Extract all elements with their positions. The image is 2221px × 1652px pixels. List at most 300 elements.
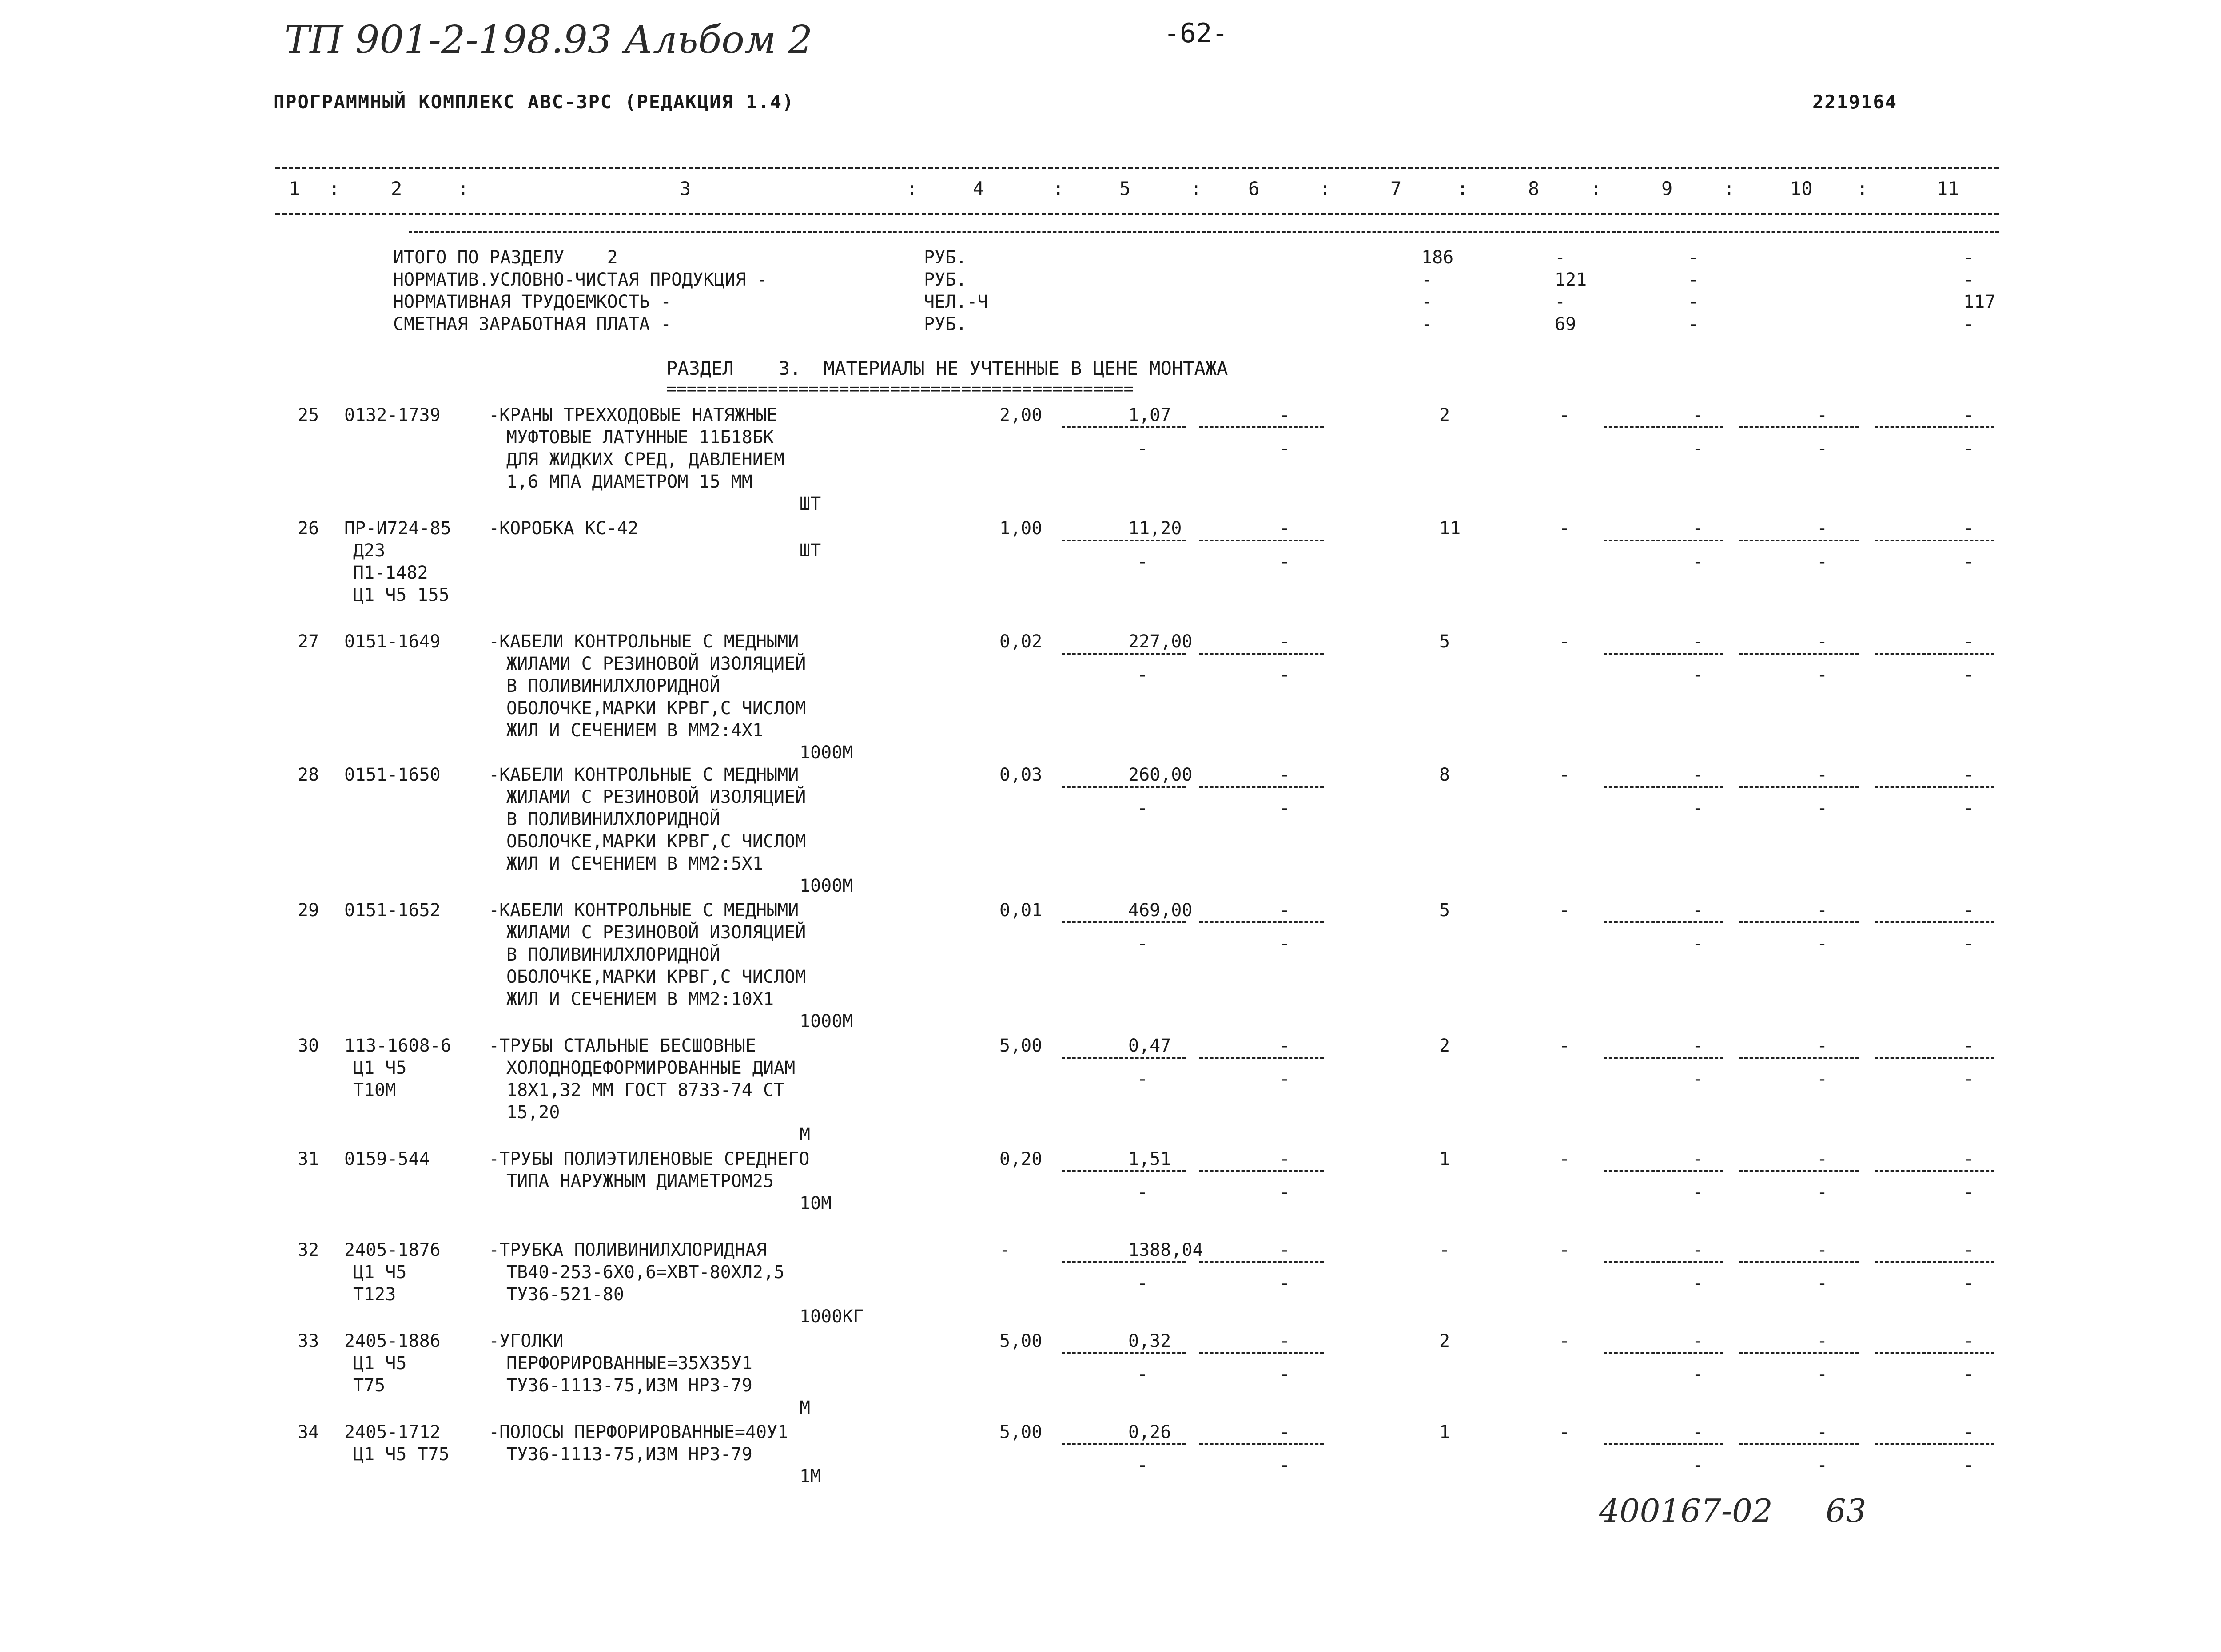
material-description: -УГОЛКИ (489, 1331, 564, 1351)
quantity-col4: 5,00 (999, 1331, 1043, 1351)
column-separator: : (1590, 178, 1602, 199)
column-separator: : (1457, 178, 1469, 199)
row-number: 28 (298, 765, 319, 785)
value-underline (1875, 1261, 1994, 1263)
unit-price-col5: 0,47 (1128, 1036, 1171, 1056)
secondary-dash: - (1279, 1273, 1290, 1294)
column-number-11: 11 (1937, 178, 1959, 199)
summary-label: НОРМАТИВ.УСЛОВНО-ЧИСТАЯ ПРОДУКЦИЯ - (393, 270, 768, 290)
col11-value: - (1963, 765, 1974, 785)
column-number-5: 5 (1119, 178, 1131, 199)
material-description: 1,6 МПА ДИАМЕТРОМ 15 ММ (506, 472, 752, 492)
col10-value: - (1817, 1331, 1828, 1351)
value-underline (1739, 653, 1859, 655)
unit-price-col5: 1,51 (1128, 1149, 1171, 1169)
column-separator: : (1190, 178, 1202, 199)
material-description: МУФТОВЫЕ ЛАТУННЫЕ 11Б18БК (506, 427, 774, 448)
secondary-dash: - (1692, 1182, 1704, 1203)
col8-value: - (1559, 518, 1570, 539)
col6-value: - (1279, 405, 1290, 425)
value-underline (1062, 540, 1186, 541)
secondary-dash: - (1817, 1182, 1828, 1203)
value-underline (1062, 1261, 1186, 1263)
value-underline (1199, 1352, 1324, 1354)
summary-col7: - (1421, 270, 1433, 290)
section-title-underline: ============================================== (666, 379, 1134, 398)
material-description: ЖИЛ И СЕЧЕНИЕМ В ММ2:10Х1 (506, 989, 774, 1009)
value-underline (1199, 653, 1324, 655)
resource-code: Т10М (353, 1080, 396, 1100)
secondary-dash: - (1279, 552, 1290, 572)
material-unit: ШТ (800, 540, 821, 561)
secondary-dash: - (1692, 1455, 1704, 1476)
material-unit: 10М (800, 1193, 832, 1214)
row-number: 27 (298, 631, 319, 652)
unit-price-col5: 0,32 (1128, 1331, 1171, 1351)
secondary-dash: - (1279, 438, 1290, 459)
column-number-3: 3 (680, 178, 691, 199)
secondary-dash: - (1279, 1069, 1290, 1089)
resource-code: 2405-1712 (344, 1422, 441, 1442)
material-unit: М (800, 1398, 811, 1418)
col8-value: - (1559, 1331, 1570, 1351)
secondary-dash: - (1963, 438, 1974, 459)
col10-value: - (1817, 1149, 1828, 1169)
column-separator: : (1319, 178, 1331, 199)
col9-value: - (1692, 518, 1704, 539)
col6-value: - (1279, 1036, 1290, 1056)
value-underline (1062, 786, 1186, 788)
resource-code: 0132-1739 (344, 405, 441, 425)
value-underline (1604, 653, 1723, 655)
row-number: 33 (298, 1331, 319, 1351)
value-underline (1062, 1170, 1186, 1172)
secondary-dash: - (1817, 438, 1828, 459)
secondary-dash: - (1692, 438, 1704, 459)
secondary-dash: - (1963, 665, 1974, 685)
row-number: 30 (298, 1036, 319, 1056)
document-id: 2219164 (1812, 91, 1898, 113)
value-underline (1199, 786, 1324, 788)
col7-value: 1 (1439, 1149, 1450, 1169)
material-description: ТУ36-521-80 (506, 1284, 624, 1305)
value-underline (1199, 426, 1324, 428)
material-description: -ТРУБЫ СТАЛЬНЫЕ БЕСШОВНЫЕ (489, 1036, 756, 1056)
secondary-dash: - (1692, 933, 1704, 954)
secondary-dash: - (1817, 798, 1828, 818)
col6-value: - (1279, 1331, 1290, 1351)
value-underline (1604, 1261, 1723, 1263)
col9-value: - (1692, 1422, 1704, 1442)
resource-code: Ц1 Ч5 (353, 1353, 407, 1374)
value-underline (1875, 786, 1994, 788)
col11-value: - (1963, 1149, 1974, 1169)
material-description: ОБОЛОЧКЕ,МАРКИ КРВГ,С ЧИСЛОМ (506, 698, 806, 719)
summary-col11: - (1963, 270, 1974, 290)
value-underline (1604, 921, 1723, 923)
column-number-6: 6 (1248, 178, 1260, 199)
summary-col9: - (1688, 270, 1699, 290)
value-underline (1199, 1170, 1324, 1172)
secondary-dash: - (1963, 1273, 1974, 1294)
value-underline (1062, 426, 1186, 428)
row-number: 32 (298, 1240, 319, 1260)
col11-value: - (1963, 518, 1974, 539)
secondary-dash: - (1137, 1273, 1148, 1294)
value-underline (1062, 921, 1186, 923)
col8-value: - (1559, 1240, 1570, 1260)
summary-unit: РУБ. (924, 247, 967, 268)
col10-value: - (1817, 405, 1828, 425)
material-description: -ПОЛОСЫ ПЕРФОРИРОВАННЫЕ=40У1 (489, 1422, 788, 1442)
material-unit: М (800, 1124, 811, 1145)
value-underline (1604, 540, 1723, 541)
col7-value: 2 (1439, 1331, 1450, 1351)
secondary-dash: - (1817, 933, 1828, 954)
value-underline (1739, 1352, 1859, 1354)
row-number: 25 (298, 405, 319, 425)
secondary-dash: - (1692, 1273, 1704, 1294)
resource-code: ПР-И724-85 (344, 518, 451, 539)
quantity-col4: - (999, 1240, 1011, 1260)
value-underline (1062, 653, 1186, 655)
material-description: ТУ36-1113-75,ИЗМ НР3-79 (506, 1444, 752, 1465)
summary-col9: - (1688, 292, 1699, 312)
material-unit: 1000М (800, 743, 853, 763)
material-description: ОБОЛОЧКЕ,МАРКИ КРВГ,С ЧИСЛОМ (506, 967, 806, 987)
col7-value: 5 (1439, 900, 1450, 921)
handwritten-stamp: 400167-02 (1599, 1492, 1773, 1529)
secondary-dash: - (1817, 1273, 1828, 1294)
quantity-col4: 5,00 (999, 1036, 1043, 1056)
value-underline (1062, 1057, 1186, 1059)
secondary-dash: - (1692, 665, 1704, 685)
secondary-dash: - (1137, 798, 1148, 818)
material-description: -КРАНЫ ТРЕХХОДОВЫЕ НАТЯЖНЫЕ (489, 405, 778, 425)
material-description: ЖИЛАМИ С РЕЗИНОВОЙ ИЗОЛЯЦИЕЙ (506, 654, 806, 674)
value-underline (1875, 921, 1994, 923)
resource-code: П1-1482 (353, 563, 428, 583)
resource-code: 0159-544 (344, 1149, 430, 1169)
quantity-col4: 0,20 (999, 1149, 1043, 1169)
resource-code: Т75 (353, 1375, 386, 1396)
value-underline (1739, 1170, 1859, 1172)
summary-col8: - (1555, 247, 1566, 268)
secondary-dash: - (1817, 552, 1828, 572)
secondary-dash: - (1817, 1455, 1828, 1476)
col9-value: - (1692, 631, 1704, 652)
unit-price-col5: 0,26 (1128, 1422, 1171, 1442)
secondary-dash: - (1137, 1455, 1148, 1476)
column-separator: : (906, 178, 918, 199)
page-number: -62- (1164, 18, 1228, 49)
value-underline (1875, 653, 1994, 655)
value-underline (1875, 540, 1994, 541)
row-number: 26 (298, 518, 319, 539)
column-separator: : (1053, 178, 1064, 199)
col11-value: - (1963, 1240, 1974, 1260)
secondary-dash: - (1137, 665, 1148, 685)
material-description: ХОЛОДНОДЕФОРМИРОВАННЫЕ ДИАМ (506, 1058, 796, 1078)
col10-value: - (1817, 900, 1828, 921)
handwritten-sheet-number: 63 (1826, 1492, 1867, 1529)
col8-value: - (1559, 405, 1570, 425)
col11-value: - (1963, 1331, 1974, 1351)
secondary-dash: - (1279, 1182, 1290, 1203)
col9-value: - (1692, 1149, 1704, 1169)
secondary-dash: - (1279, 798, 1290, 818)
col7-value: 8 (1439, 765, 1450, 785)
column-number-8: 8 (1528, 178, 1540, 199)
material-description: ТИПА НАРУЖНЫМ ДИАМЕТРОМ25 (506, 1171, 774, 1191)
material-description: -КОРОБКА КС-42 (489, 518, 639, 539)
secondary-dash: - (1279, 665, 1290, 685)
col11-value: - (1963, 405, 1974, 425)
quantity-col4: 5,00 (999, 1422, 1043, 1442)
col7-value: - (1439, 1240, 1450, 1260)
secondary-dash: - (1963, 933, 1974, 954)
material-description: 18Х1,32 ММ ГОСТ 8733-74 СТ (506, 1080, 785, 1100)
col6-value: - (1279, 1240, 1290, 1260)
material-description: ЖИЛ И СЕЧЕНИЕМ В ММ2:5Х1 (506, 854, 763, 874)
row-number: 31 (298, 1149, 319, 1169)
col8-value: - (1559, 900, 1570, 921)
secondary-dash: - (1963, 552, 1974, 572)
col8-value: - (1559, 765, 1570, 785)
col6-value: - (1279, 900, 1290, 921)
material-description: -ТРУБЫ ПОЛИЭТИЛЕНОВЫЕ СРЕДНЕГО (489, 1149, 810, 1169)
unit-price-col5: 469,00 (1128, 900, 1193, 921)
header-top-rule (275, 167, 1999, 169)
col8-value: - (1559, 1036, 1570, 1056)
column-number-4: 4 (973, 178, 984, 199)
quantity-col4: 0,02 (999, 631, 1043, 652)
value-underline (1199, 540, 1324, 541)
secondary-dash: - (1692, 1069, 1704, 1089)
column-separator: : (1857, 178, 1868, 199)
row-number: 34 (298, 1422, 319, 1442)
col10-value: - (1817, 631, 1828, 652)
secondary-dash: - (1692, 552, 1704, 572)
material-description: В ПОЛИВИНИЛХЛОРИДНОЙ (506, 809, 720, 830)
unit-price-col5: 260,00 (1128, 765, 1193, 785)
material-unit: ШТ (800, 494, 821, 514)
column-number-10: 10 (1790, 178, 1813, 199)
summary-top-rule (409, 231, 1999, 233)
secondary-dash: - (1137, 552, 1148, 572)
value-underline (1199, 921, 1324, 923)
resource-code: Ц1 Ч5 (353, 1262, 407, 1283)
value-underline (1604, 786, 1723, 788)
secondary-dash: - (1817, 1364, 1828, 1385)
resource-code: 0151-1650 (344, 765, 441, 785)
summary-col8: - (1555, 292, 1566, 312)
resource-code: 0151-1649 (344, 631, 441, 652)
value-underline (1604, 1170, 1723, 1172)
resource-code: Ц1 Ч5 155 (353, 585, 450, 605)
unit-price-col5: 1388,04 (1128, 1240, 1203, 1260)
material-description: -ТРУБКА ПОЛИВИНИЛХЛОРИДНАЯ (489, 1240, 767, 1260)
col6-value: - (1279, 1149, 1290, 1169)
material-description: ЖИЛ И СЕЧЕНИЕМ В ММ2:4Х1 (506, 720, 763, 741)
material-description: ДЛЯ ЖИДКИХ СРЕД, ДАВЛЕНИЕМ (506, 449, 785, 470)
secondary-dash: - (1279, 1455, 1290, 1476)
resource-code: Ц1 Ч5 (353, 1058, 407, 1078)
col11-value: - (1963, 1036, 1974, 1056)
resource-code: Т123 (353, 1284, 396, 1305)
value-underline (1199, 1443, 1324, 1445)
material-unit: 1000КГ (800, 1307, 864, 1327)
value-underline (1875, 1057, 1994, 1059)
secondary-dash: - (1137, 438, 1148, 459)
col7-value: 5 (1439, 631, 1450, 652)
material-description: ПЕРФОРИРОВАННЫЕ=35Х35У1 (506, 1353, 752, 1374)
section-title: РАЗДЕЛ 3. МАТЕРИАЛЫ НЕ УЧТЕННЫЕ В ЦЕНЕ МОНТАЖА (666, 357, 1228, 379)
col6-value: - (1279, 765, 1290, 785)
col10-value: - (1817, 765, 1828, 785)
column-separator: : (1723, 178, 1735, 199)
column-number-9: 9 (1661, 178, 1673, 199)
header-bottom-rule (275, 213, 1999, 215)
resource-code: 0151-1652 (344, 900, 441, 921)
value-underline (1062, 1352, 1186, 1354)
resource-code: 2405-1876 (344, 1240, 441, 1260)
secondary-dash: - (1963, 1364, 1974, 1385)
col11-value: - (1963, 1422, 1974, 1442)
col9-value: - (1692, 900, 1704, 921)
material-description: -КАБЕЛИ КОНТРОЛЬНЫЕ С МЕДНЫМИ (489, 765, 799, 785)
value-underline (1199, 1057, 1324, 1059)
material-description: В ПОЛИВИНИЛХЛОРИДНОЙ (506, 945, 720, 965)
summary-col9: - (1688, 314, 1699, 334)
value-underline (1875, 1170, 1994, 1172)
summary-unit: РУБ. (924, 314, 967, 334)
summary-col7: - (1421, 292, 1433, 312)
material-description: 15,20 (506, 1102, 560, 1123)
value-underline (1604, 1057, 1723, 1059)
quantity-col4: 0,03 (999, 765, 1043, 785)
unit-price-col5: 227,00 (1128, 631, 1193, 652)
quantity-col4: 0,01 (999, 900, 1043, 921)
value-underline (1739, 786, 1859, 788)
summary-col9: - (1688, 247, 1699, 268)
col8-value: - (1559, 631, 1570, 652)
col10-value: - (1817, 518, 1828, 539)
secondary-dash: - (1817, 1069, 1828, 1089)
summary-col11: - (1963, 314, 1974, 334)
value-underline (1739, 1057, 1859, 1059)
summary-label: СМЕТНАЯ ЗАРАБОТНАЯ ПЛАТА - (393, 314, 672, 334)
value-underline (1604, 426, 1723, 428)
summary-unit: РУБ. (924, 270, 967, 290)
col11-value: - (1963, 631, 1974, 652)
value-underline (1062, 1443, 1186, 1445)
secondary-dash: - (1137, 1364, 1148, 1385)
value-underline (1739, 921, 1859, 923)
column-number-1: 1 (289, 178, 300, 199)
unit-price-col5: 11,20 (1128, 518, 1182, 539)
secondary-dash: - (1692, 798, 1704, 818)
value-underline (1604, 1443, 1723, 1445)
col7-value: 11 (1439, 518, 1461, 539)
secondary-dash: - (1279, 933, 1290, 954)
col8-value: - (1559, 1422, 1570, 1442)
summary-col7: 186 (1421, 247, 1454, 268)
col7-value: 2 (1439, 405, 1450, 425)
col10-value: - (1817, 1036, 1828, 1056)
col9-value: - (1692, 1331, 1704, 1351)
value-underline (1875, 1443, 1994, 1445)
col6-value: - (1279, 631, 1290, 652)
col6-value: - (1279, 1422, 1290, 1442)
value-underline (1875, 1352, 1994, 1354)
secondary-dash: - (1963, 1182, 1974, 1203)
summary-label: ИТОГО ПО РАЗДЕЛУ 2 (393, 247, 618, 268)
material-description: В ПОЛИВИНИЛХЛОРИДНОЙ (506, 676, 720, 696)
material-unit: 1М (800, 1466, 821, 1487)
secondary-dash: - (1963, 1455, 1974, 1476)
value-underline (1739, 1261, 1859, 1263)
col9-value: - (1692, 765, 1704, 785)
resource-code: 2405-1886 (344, 1331, 441, 1351)
material-description: -КАБЕЛИ КОНТРОЛЬНЫЕ С МЕДНЫМИ (489, 900, 799, 921)
value-underline (1199, 1261, 1324, 1263)
col9-value: - (1692, 405, 1704, 425)
material-description: -КАБЕЛИ КОНТРОЛЬНЫЕ С МЕДНЫМИ (489, 631, 799, 652)
secondary-dash: - (1817, 665, 1828, 685)
col9-value: - (1692, 1036, 1704, 1056)
col10-value: - (1817, 1240, 1828, 1260)
summary-col11: 117 (1963, 292, 1996, 312)
quantity-col4: 1,00 (999, 518, 1043, 539)
summary-col7: - (1421, 314, 1433, 334)
secondary-dash: - (1963, 798, 1974, 818)
secondary-dash: - (1692, 1364, 1704, 1385)
secondary-dash: - (1137, 1182, 1148, 1203)
secondary-dash: - (1279, 1364, 1290, 1385)
unit-price-col5: 1,07 (1128, 405, 1171, 425)
value-underline (1739, 426, 1859, 428)
secondary-dash: - (1963, 1069, 1974, 1089)
col7-value: 2 (1439, 1036, 1450, 1056)
secondary-dash: - (1137, 933, 1148, 954)
program-title: ПРОГРАММНЫЙ КОМПЛЕКС АВС-3РС (РЕДАКЦИЯ 1.4) (273, 91, 795, 113)
value-underline (1604, 1352, 1723, 1354)
col9-value: - (1692, 1240, 1704, 1260)
column-separator: : (458, 178, 469, 199)
summary-col8: 69 (1555, 314, 1576, 334)
material-unit: 1000М (800, 876, 853, 896)
summary-col11: - (1963, 247, 1974, 268)
secondary-dash: - (1137, 1069, 1148, 1089)
resource-code: Ц1 Ч5 Т75 (353, 1444, 450, 1465)
column-separator: : (329, 178, 340, 199)
col11-value: - (1963, 900, 1974, 921)
material-unit: 1000М (800, 1011, 853, 1032)
quantity-col4: 2,00 (999, 405, 1043, 425)
value-underline (1739, 1443, 1859, 1445)
value-underline (1739, 540, 1859, 541)
material-description: ТВ40-253-6Х0,6=ХВТ-80ХЛ2,5 (506, 1262, 785, 1283)
column-number-2: 2 (391, 178, 402, 199)
material-description: ОБОЛОЧКЕ,МАРКИ КРВГ,С ЧИСЛОМ (506, 831, 806, 852)
summary-label: НОРМАТИВНАЯ ТРУДОЕМКОСТЬ - (393, 292, 672, 312)
summary-col8: 121 (1555, 270, 1587, 290)
row-number: 29 (298, 900, 319, 921)
col10-value: - (1817, 1422, 1828, 1442)
document-code: ТП 901-2-198.93 Альбом 2 (284, 18, 813, 62)
col6-value: - (1279, 518, 1290, 539)
